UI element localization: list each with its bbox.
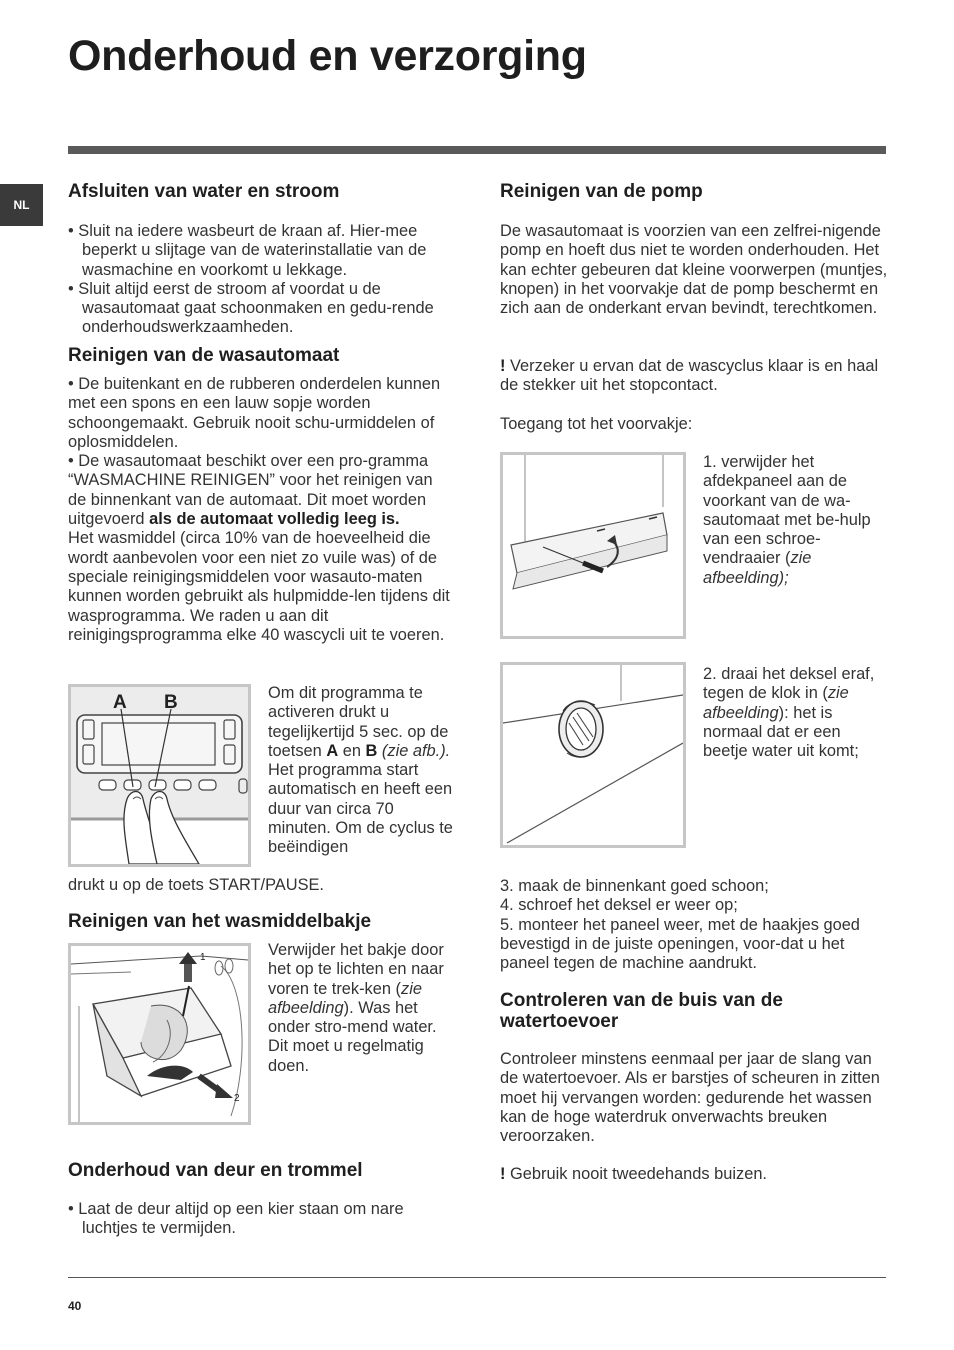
program-duration-text: Het programma start automatisch en heeft een duur van circa 70 minuten. Om de cyclus te beëindigen — [268, 761, 453, 857]
footer-divider — [68, 1277, 886, 1278]
cleaning-program-text: • De wasautomaat beschikt over een pro-gramma “WASMACHINE REINIGEN” voor het reinigen van de binnenkant van de automaat. Dit moet worden uitgevoerd — [68, 452, 433, 529]
para-exterior-cleaning: • De buitenkant en de rubberen onderdelen kunnen met een spons en een lauw sopje worden schoongemaakt. Gebruik nooit schu-urmiddelen of oplosmiddelen. — [68, 375, 441, 451]
step3-text: 3. maak de binnenkant goed schoon; — [500, 877, 769, 895]
figure-label-a: A — [113, 692, 127, 713]
warning-mark: ! — [500, 357, 506, 375]
step2-text — [703, 665, 888, 761]
remove-panel-illustration — [503, 455, 683, 636]
steps-3-5 — [500, 877, 888, 973]
start-pause-text: drukt u op de toets START/PAUSE. — [68, 876, 324, 894]
drawer-text-1: Verwijder het bakje door het op te lichten en naar voren te trek-ken ( — [268, 941, 444, 998]
drawer-text-2: ). Was het onder stro-mend water. Dit moet u regelmatig doen. — [268, 998, 437, 1075]
heading-cleaning-pump: Reinigen van de pomp — [500, 181, 703, 202]
page-title: Onderhoud en verzorging — [68, 32, 587, 80]
unscrew-cover-illustration — [503, 665, 683, 845]
page-number: 40 — [68, 1299, 82, 1313]
activate-see-figure: (zie afb.). — [377, 741, 451, 760]
step2-rest: ): het is normaal dat er een beetje water uit komt; — [703, 703, 859, 761]
figure-label-b: B — [164, 692, 178, 713]
step4-text: 4. schroef het deksel er weer op; — [500, 896, 738, 915]
para-cleaning-program — [68, 452, 454, 529]
section-shut-off-body — [68, 222, 454, 338]
pump-warning — [500, 357, 888, 396]
control-panel-illustration — [71, 687, 248, 864]
bullet-close-tap: • Sluit na iedere wasbeurt de kraan af. Hier-mee beperkt u slijtage van de waterinstallatie van de wasmachine en voorkomt u lekkage. — [68, 222, 427, 279]
hose-warning — [500, 1165, 888, 1184]
hose-check-text: Controleer minstens eenmaal per jaar de slang van de watertoevoer. Als er barstjes of scheuren in zitten moet hij vervangen worden: gedurende het wassen kan de hoge waterdruk onverwachts breuken veroorzaken. — [500, 1050, 880, 1146]
step1-end: ); — [778, 568, 789, 587]
step5-text: 5. monteer het paneel weer, met de haakjes goed bevestigd in de juiste openingen, voor-dat u het paneel tegen de machine aandrukt. — [500, 915, 860, 973]
step2-see-figure: zie afbeelding — [703, 684, 849, 722]
pump-warning-text: Verzeker u ervan dat de wascyclus klaar is en haal de stekker uit het stopcontact. — [500, 357, 879, 395]
detergent-drawer-illustration — [71, 946, 248, 1122]
detergent-drawer-text — [268, 941, 456, 1076]
heading-cleaning-machine: Reinigen van de wasautomaat — [68, 345, 340, 366]
language-tab: NL — [0, 184, 43, 226]
activate-program-text — [268, 684, 456, 858]
step1-main: 1. verwijder het afdekpaneel aan de voorkant van de wa-sautomaat met be-hulp van een schroe-vendraaier ( — [703, 453, 871, 568]
figure-remove-panel — [500, 452, 686, 639]
figure-step-1: 1 — [200, 952, 206, 963]
section-door-drum-body — [68, 1200, 454, 1239]
key-a-label: A — [326, 741, 339, 760]
drawer-see-figure: zie afbeelding — [268, 979, 422, 1017]
figure-step-2: 2 — [234, 1093, 240, 1104]
activate-instructions — [268, 684, 456, 761]
activate-text-en: en — [338, 741, 366, 760]
title-divider-bar — [68, 146, 886, 154]
cleaning-program-bold: als de automaat volledig leeg is. — [149, 510, 400, 529]
step2-main: 2. draai het deksel eraf, tegen de klok in ( — [703, 665, 875, 703]
section-cleaning-machine-body — [68, 375, 454, 645]
key-b-label: B — [365, 741, 378, 760]
heading-detergent-drawer: Reinigen van het wasmiddelbakje — [68, 911, 372, 932]
step1-see-figure: zie afbeelding — [703, 549, 812, 587]
hose-warning-text: Gebruik nooit tweedehands buizen. — [505, 1165, 767, 1183]
para-detergent-hint: Het wasmiddel (circa 10% van de hoeveelheid die wordt aanbevolen voor een niet zo vuile was) of de speciale reinigingsmiddelen voor wasauto-maten kunnen worden gebruikt als hulpmidde-len tijdens dit wasprogramma. We raden u aan dit reinigingsprogramma elke 40 wascycli uit te voeren. — [68, 529, 450, 644]
heading-shut-off-water-power: Afsluiten van water en stroom — [68, 181, 340, 202]
activate-text-1: Om dit programma te activeren drukt u tegelijkertijd 5 sec. op de toetsen — [268, 684, 449, 760]
heading-door-drum: Onderhoud van deur en trommel — [68, 1160, 363, 1181]
access-compartment-text: Toegang tot het voorvakje: — [500, 415, 693, 433]
warning-mark-2: ! — [500, 1165, 506, 1183]
bullet-disconnect-power: • Sluit altijd eerst de stroom af voordat u de wasautomaat gaat schoonmaken en gedu-rende onderhoudswerkzaamheden. — [68, 279, 434, 337]
figure-control-panel-buttons — [68, 684, 251, 867]
bullet-door-ajar: • Laat de deur altijd op een kier staan om nare luchtjes te vermijden. — [68, 1200, 404, 1238]
figure-detergent-drawer — [68, 943, 251, 1125]
step1-text — [703, 453, 888, 588]
heading-check-water-hose: Controleren van de buis van de watertoevoer — [500, 990, 783, 1032]
figure-unscrew-cover — [500, 662, 686, 848]
pump-intro-text: De wasautomaat is voorzien van een zelfrei-nigende pomp en hoeft dus niet te worden onderhouden. Het kan echter gebeuren dat kleine voorwerpen (muntjes, knopen) in het voorvakje dat de pomp beschermt en zich aan de onderkant ervan bevindt, terechtkomen. — [500, 222, 888, 318]
